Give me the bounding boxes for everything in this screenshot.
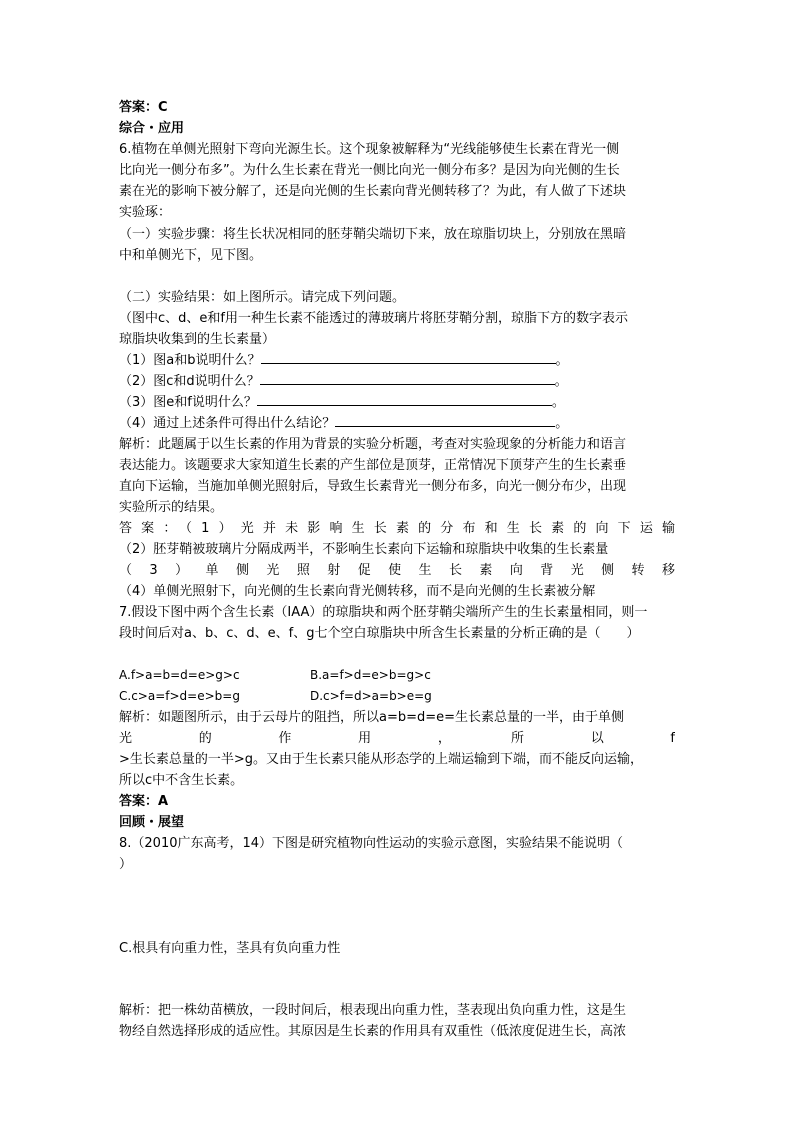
answer-blank-1[interactable] bbox=[261, 351, 556, 364]
q6-question-3-text: （3）图e和f说明什么？ bbox=[119, 395, 257, 410]
q6-answer-4: （4）单侧光照射下，向光侧的生长素向背光侧转移，而不是向光侧的生长素被分解 bbox=[119, 584, 596, 599]
q8-option-c: C.根具有向重力性，茎具有负向重力性 bbox=[119, 941, 341, 956]
q7-option-b: B.a=f>d=e>b=g>c bbox=[310, 668, 431, 682]
q7-answer: 答案：A bbox=[119, 794, 169, 809]
q6-question-2: （2）图c和d说明什么？ 。 bbox=[119, 374, 568, 389]
answer-blank-3[interactable] bbox=[257, 393, 552, 406]
q6-stem-2: 比向光一侧分布多”。为什么生长素在背光一侧比向光一侧分布多？是因为向光侧的生长 bbox=[119, 163, 620, 178]
q6-step1-1: （一）实验步骤：将生长状况相同的胚芽鞘尖端切下来，放在琼脂切块上，分别放在黑暗 bbox=[119, 227, 627, 242]
q7-analysis-1: 解析：如题图所示，由于云母片的阻挡，所以a=b=d=e=生长素总量的一半，由于单侧 bbox=[119, 710, 625, 725]
q6-question-4-text: （4）通过上述条件可得出什么结论？ bbox=[119, 416, 336, 431]
q6-answer-2: （2）胚芽鞘被玻璃片分隔成两半，不影响生长素向下运输和琼脂块中收集的生长素量 bbox=[119, 542, 609, 557]
q8-analysis-2: 物经自然选择形成的适应性。其原因是生长素的作用具有双重性（低浓度促进生长，高浓 bbox=[119, 1024, 627, 1039]
q6-question-3: （3）图e和f说明什么？ 。 bbox=[119, 395, 565, 410]
q6-question-1: （1）图a和b说明什么？ 。 bbox=[119, 353, 569, 368]
q8-analysis-1: 解析：把一株幼苗横放，一段时间后，根表现出向重力性，茎表现出负向重力性，这是生 bbox=[119, 1003, 627, 1018]
q6-question-1-text: （1）图a和b说明什么？ bbox=[119, 353, 261, 368]
q6-stem-4: 实验琢： bbox=[119, 205, 172, 220]
answer-blank-4[interactable] bbox=[335, 414, 555, 427]
section-synthesis: 综合・应用 bbox=[119, 121, 185, 136]
q7-stem-1: 7.假设下图中两个含生长素（IAA）的琼脂块和两个胚芽鞘尖端所产生的生长素量相同，则一 bbox=[119, 605, 648, 620]
q6-analysis-1: 解析：此题属于以生长素的作用为背景的实验分析题，考查对实验现象的分析能力和语言 bbox=[119, 437, 627, 452]
q7-analysis-3: >生长素总量的一半>g。又由于生长素只能从形态学的上端运输到下端，而不能反向运输， bbox=[119, 752, 644, 767]
q6-answer-1: 答案：（1）光并未影响生长素的分布和生长素的向下运输 bbox=[119, 521, 675, 536]
q6-answer-3: （3）单侧光照射促使生长素向背光侧转移 bbox=[119, 563, 675, 578]
q7-option-c: C.c>a=f>d=e>b=g bbox=[119, 689, 240, 703]
q6-analysis-4: 实验所示的结果。 bbox=[119, 500, 224, 515]
section-review: 回顾・展望 bbox=[119, 815, 185, 830]
q6-analysis-2: 表达能力。该题要求大家知道生长素的产生部位是顶芽，正常情况下顶芽产生的生长素垂 bbox=[119, 458, 627, 473]
q7-option-d: D.c>f=d>a=b>e=g bbox=[310, 689, 432, 703]
q7-option-a: A.f>a=b=d=e>g>c bbox=[119, 668, 240, 682]
q6-result: （二）实验结果：如上图所示。请完成下列问题。 bbox=[119, 290, 406, 305]
answer-5: 答案：C bbox=[119, 100, 168, 115]
q6-stem-1: 6.植物在单侧光照射下弯向光源生长。这个现象被解释为“光线能够使生长素在背光一侧 bbox=[119, 142, 620, 157]
q7-stem-2: 段时间后对a、b、c、d、e、f、g七个空白琼脂块中所含生长素量的分析正确的是（ ） bbox=[119, 626, 640, 641]
q7-analysis-2: 光 的 作 用 ， 所 以 f bbox=[119, 731, 675, 746]
q6-note-1: （图中c、d、e和f用一种生长素不能透过的薄玻璃片将胚芽鞘分割，琼脂下方的数字表示 bbox=[119, 311, 628, 326]
q6-question-2-text: （2）图c和d说明什么？ bbox=[119, 374, 260, 389]
q7-analysis-4: 所以c中不含生长素。 bbox=[119, 773, 244, 788]
q8-stem-1: 8.（2010广东高考，14）下图是研究植物向性运动的实验示意图，实验结果不能说明（ bbox=[119, 836, 624, 851]
q6-step1-2: 中和单侧光下，见下图。 bbox=[119, 248, 263, 263]
q6-question-4: （4）通过上述条件可得出什么结论？ 。 bbox=[119, 416, 569, 431]
answer-blank-2[interactable] bbox=[260, 372, 555, 385]
q8-stem-2: ） bbox=[119, 857, 133, 872]
q6-note-2: 琼脂块收集到的生长素量） bbox=[119, 332, 276, 347]
q6-analysis-3: 直向下运输，当施加单侧光照射后，导致生长素背光一侧分布多，向光一侧分布少，出现 bbox=[119, 479, 627, 494]
q6-stem-3: 素在光的影响下被分解了，还是向光侧的生长素向背光侧转移了？为此，有人做了下述块 bbox=[119, 184, 627, 199]
